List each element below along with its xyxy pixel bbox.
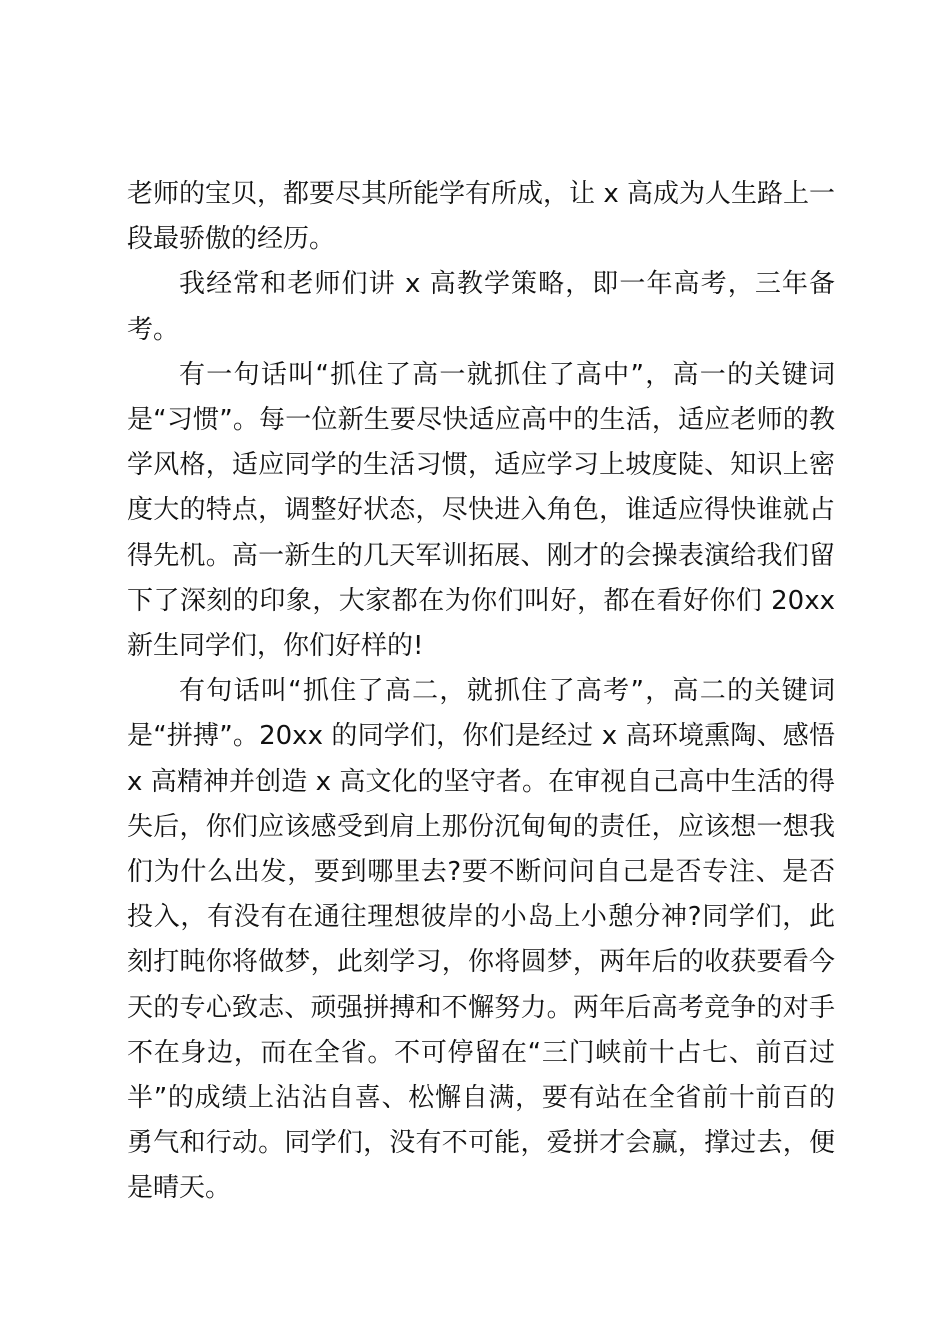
paragraph: 有一句话叫“抓住了高一就抓住了高中”，高一的关键词是“习惯”。每一位新生要尽快适应高中的生活，适应老师的教学风格，适应同学的生活习惯，适应学习上坡度陡、知识上密度大的特点，调整好状态，尽快进入角色，谁适应得快谁就占得先机。高一新生的几天军训拓展、刚才的会操表演给我们留下了深刻的印象，大家都在为你们叫好，都在看好你们 20xx 新生同学们，你们好样的! [127,359,835,662]
paragraph: 老师的宝贝，都要尽其所能学有所成，让 x 高成为人生路上一段最骄傲的经历。 [127,179,835,255]
paragraph: 我经常和老师们讲 x 高教学策略，即一年高考，三年备考。 [127,269,835,345]
paragraph: 有句话叫“抓住了高二，就抓住了高考”，高二的关键词是“拼搏”。20xx 的同学们，你们是经过 x 高环境熏陶、感悟 x 高精神并创造 x 高文化的坚守者。在审视自己高中生活的得失后，你们应该感受到肩上那份沉甸甸的责任，应该想一想我们为什么出发，要到哪里去?要不断问问自己是否专注、是否投入，有没有在通往理想彼岸的小岛上小憩分神?同学们，此刻打盹你将做梦，此刻学习，你将圆梦，两年后的收获要看今天的专心致志、顽强拼搏和不懈努力。两年后高考竞争的对手不在身边，而在全省。不可停留在“三门峡前十占七、前百过半”的成绩上沾沾自喜、松懈自满，要有站在全省前十前百的勇气和行动。同学们，没有不可能，爱拼才会赢，撑过去，便是晴天。 [127,676,835,1204]
document-body [127,172,835,1212]
